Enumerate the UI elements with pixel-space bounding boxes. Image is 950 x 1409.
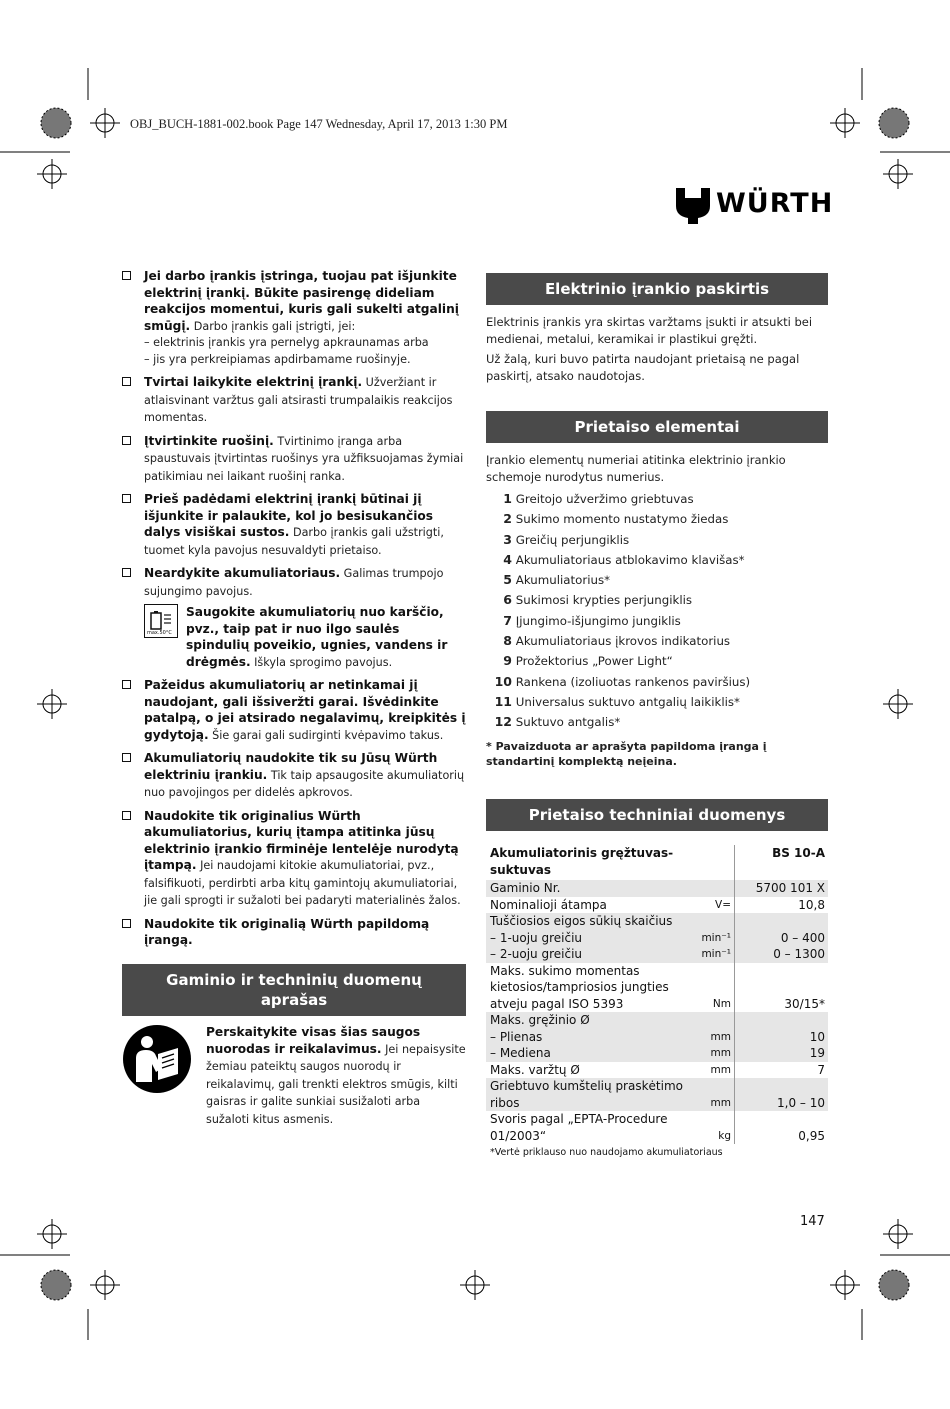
table-header-model: BS 10-A (735, 845, 829, 880)
tech-footnote: *Vertė priklauso nuo naudojamo akumuliatoriaus (490, 1147, 723, 1158)
item-number: 11 (494, 693, 512, 709)
left-column (122, 268, 466, 956)
table-row (486, 1012, 828, 1029)
item-number: 5 (503, 572, 512, 588)
row-label: – 1-uoju greičiu (486, 930, 687, 947)
item-text: Suktuvo antgalis* (515, 715, 621, 730)
row-unit: V= (715, 898, 731, 911)
section-title-text: Prietaiso techniniai duomenys (528, 806, 786, 824)
row-label: – Mediena (486, 1045, 687, 1062)
item-text: Akumuliatorius* (515, 573, 611, 588)
safety-item (122, 491, 466, 559)
print-header: OBJ_BUCH-1881-002.book Page 147 Wednesday, April 17, 2013 1:30 PM (130, 117, 508, 131)
row-unit (687, 913, 735, 930)
item-text: Greitojo užveržimo griebtuvas (515, 492, 694, 506)
wurth-logo-mark (676, 188, 710, 224)
list-item (486, 570, 828, 590)
list-item (486, 672, 828, 692)
row-label: Maks. gręžinio Ø (486, 1012, 687, 1029)
item-number: 9 (503, 653, 512, 669)
safety-item-bold: Neardykite akumuliatoriaus. (144, 566, 341, 580)
row-value: 30/15* (735, 963, 829, 1013)
safety-item-bold: Įtvirtinkite ruošinį. (144, 433, 274, 448)
heat-icon-label: max.50°C (147, 630, 172, 636)
item-number: 10 (494, 673, 512, 689)
table-row (486, 897, 828, 914)
table-header-row (486, 845, 828, 880)
list-item (486, 611, 828, 631)
table-row (486, 1078, 828, 1111)
row-value: 19 (735, 1045, 829, 1062)
list-item (486, 692, 828, 712)
row-value: 0 – 400 (735, 930, 829, 947)
table-row (486, 946, 828, 963)
registration-mark-r3 (883, 1219, 913, 1249)
registration-mark-bl (90, 1270, 120, 1300)
row-value: 7 (735, 1062, 829, 1079)
row-unit: Nm (712, 997, 731, 1010)
safety-item (122, 808, 466, 910)
registration-mark-bc (460, 1270, 490, 1300)
safety-item (122, 433, 466, 486)
list-item (486, 590, 828, 610)
row-unit (687, 880, 735, 897)
safety-item-text: Jei naudojami kitokie akumuliatoriai, pvz., falsifikuoti, perdirbti arba kitų gamintojų akumuliatoriai, jie gali sprogti ir sužaloti bei padaryti materialinės žalos. (144, 859, 461, 907)
table-row (486, 1045, 828, 1062)
row-value: 0,95 (735, 1111, 829, 1144)
elements-intro: Įrankio elementų numeriai atitinka elektrinio įrankio schemoje nurodytus numerius. (486, 453, 786, 484)
safety-item-bold: Pažeidus akumuliatorių ar netinkamai jį naudojant, gali išsiveržti garai. Išvėdinkite patalpą, o jei atsirado negalavimų, kreipkitės į gydytoją. (144, 678, 466, 742)
heat-warning-bold: Saugokite akumuliatorių nuo karščio, pvz., taip pat ir nuo ilgo saulės spindulių poveikio, ugnies, vandens ir drėgmės. (186, 605, 448, 669)
purpose-paragraph: Elektrinis įrankis yra skirtas varžtams įsukti ir atsukti bei medienai, metalui, keramikai ir plastikui gręžti. (486, 315, 813, 346)
item-number: 8 (503, 633, 512, 649)
table-header-label: Akumuliatorinis gręžtuvas-suktuvas (490, 846, 674, 877)
safety-item-text: Tvirtinimo įranga arba spaustuvais įtvirtintas ruošinys yra užfiksuojamas žymiai patikimiau nei laikant ruošinį ranka. (144, 434, 464, 483)
registration-mark-tl (90, 108, 120, 138)
safety-item-bold: Akumuliatorių naudokite tik su Jūsų Würth elektriniu įrankiu. (144, 751, 438, 782)
checkbox-bullet-icon (122, 753, 131, 762)
row-unit (687, 1012, 735, 1029)
section-title-text: Prietaiso elementai (574, 418, 740, 436)
list-item (486, 631, 828, 651)
item-text: Akumuliatoriaus įkrovos indikatorius (515, 634, 731, 649)
row-label: – 2-uoju greičiu (486, 946, 687, 963)
table-row (486, 880, 828, 897)
checkbox-bullet-icon (122, 568, 131, 577)
row-value: 1,0 – 10 (735, 1078, 829, 1111)
item-text: Akumuliatoriaus atblokavimo klavišas* (515, 552, 745, 567)
item-number: 12 (494, 714, 512, 730)
table-row (486, 1062, 828, 1079)
section-title-text: Gaminio ir techninių duomenų aprašas (166, 971, 422, 1009)
row-unit: mm (687, 1078, 735, 1111)
checkbox-bullet-icon (122, 680, 131, 689)
list-item (486, 550, 828, 570)
safety-subitem: – jis yra perkreipiamas apdirbamame ruošinyje. (144, 352, 411, 366)
safety-subitem: – elektrinis įrankis yra pernelyg apkraunamas arba (144, 336, 429, 349)
list-item (486, 509, 828, 529)
list-item (486, 489, 828, 509)
read-notice-bold: Perskaitykite visas šias saugos nuorodas ir reikalavimus. (206, 1025, 421, 1056)
registration-mark-r2 (883, 689, 913, 719)
wurth-logo-text: WÜRTH (716, 188, 834, 219)
read-instructions-notice (122, 1024, 466, 1128)
table-row (486, 1029, 828, 1046)
table-row (486, 913, 828, 930)
safety-item (122, 374, 466, 427)
item-number: 6 (503, 592, 512, 608)
list-item (486, 651, 828, 671)
purpose-text (486, 314, 828, 384)
starburst-mark-br (879, 1270, 909, 1300)
item-text: Rankena (izoliuotas rankenos paviršius) (515, 674, 751, 689)
table-row (486, 963, 828, 1013)
registration-mark-br (830, 1270, 860, 1300)
checkbox-bullet-icon (122, 494, 131, 503)
table-row (486, 930, 828, 947)
item-text: Greičių perjungiklis (515, 532, 630, 547)
registration-mark-r1 (883, 159, 913, 189)
item-number: 7 (503, 612, 512, 628)
safety-item-text: Darbo įrankis gali įstrigti, jei: (190, 319, 356, 333)
item-number: 1 (503, 491, 512, 506)
row-label: Maks. varžtų Ø (490, 1062, 580, 1077)
item-number: 4 (503, 551, 512, 567)
item-text: Universalus suktuvo antgalių laikiklis* (515, 694, 740, 709)
row-value (735, 1012, 829, 1029)
item-text: Sukimo momento nustatymo žiedas (515, 512, 729, 527)
row-value: 5700 101 X (735, 880, 829, 897)
safety-item-text: Galimas trumpojo sujungimo pavojus. (144, 567, 444, 598)
row-value (735, 913, 829, 930)
safety-item-bold: Tvirtai laikykite elektrinį įrankį. (144, 375, 363, 389)
safety-item-text: Užveržiant ir atlaisvinant varžtus gali atsirasti trumpalaikis reakcijos momentas. (144, 376, 453, 424)
registration-mark-tr (830, 108, 860, 138)
battery-heat-warning-icon (144, 604, 178, 638)
starburst-mark-tr (879, 108, 909, 138)
section-title-tech-data (486, 799, 828, 831)
section-title-product-description (122, 964, 466, 1016)
row-unit: min⁻¹ (687, 930, 735, 947)
heat-warning-text: Iškyla sprogimo pavojus. (250, 655, 393, 669)
wurth-logo (676, 186, 832, 226)
list-item (486, 530, 828, 550)
elements-section (486, 452, 828, 769)
checkbox-bullet-icon (122, 811, 131, 820)
safety-item-text: Darbo įrankis gali užstrigti, tuomet kyla pavojus nesuvaldyti prietaiso. (144, 526, 444, 557)
row-label: Nominalioji átampa (490, 897, 607, 912)
row-label: – Plienas (486, 1029, 687, 1046)
registration-mark-l2 (37, 689, 67, 719)
item-text: Įjungimo-išjungimo jungiklis (515, 613, 681, 628)
checkbox-bullet-icon (122, 377, 131, 386)
starburst-mark-bl (41, 1270, 71, 1300)
safety-item (122, 916, 466, 950)
row-value: 10 (735, 1029, 829, 1046)
safety-item (122, 677, 466, 744)
registration-mark-l1 (37, 159, 67, 189)
table-row (486, 1111, 828, 1144)
item-number: 3 (503, 531, 512, 547)
safety-item-bold: Jei darbo įrankis įstringa, tuojau pat išjunkite elektrinį įrankį. Būkite pasirengę dideliam reakcijos momentui, kuris gali sukelti atgalinį smūgį. (144, 269, 459, 333)
checkbox-bullet-icon (122, 271, 131, 280)
registration-mark-l3 (37, 1219, 67, 1249)
safety-item-bold: Prieš padėdami elektrinį įrankį būtinai jį išjunkite ir palaukite, kol jo besisukančios dalys visiškai sustos. (144, 492, 434, 539)
section-title-text: Elektrinio įrankio paskirtis (544, 280, 770, 298)
safety-item (122, 750, 466, 802)
purpose-paragraph: Už žalą, kuri buvo patirta naudojant prietaisą ne pagal paskirtį, atsako naudotojas. (486, 352, 800, 383)
read-manual-icon (122, 1024, 192, 1094)
row-unit: mm (687, 1029, 735, 1046)
row-value: 0 – 1300 (735, 946, 829, 963)
checkbox-bullet-icon (122, 919, 131, 928)
row-label: Maks. sukimo momentas kietosios/tampriosios jungties atveju pagal ISO 5393 (490, 963, 669, 1011)
elements-footnote: * Pavaizduota ar aprašyta papildoma įranga į standartinį komplektą neįeina. (486, 739, 767, 768)
safety-item-text: Tik taip apsaugosite akumuliatorių nuo pavojingos per didelės apkrovos. (144, 768, 465, 799)
row-unit: kg (718, 1129, 731, 1142)
safety-item-bold: Naudokite tik originalią Würth papildomą įrangą. (144, 916, 430, 947)
row-label: Tuščiosios eigos sūkių skaičius (486, 913, 687, 930)
elements-list (486, 489, 828, 733)
safety-item (122, 565, 466, 600)
row-value: 10,8 (735, 897, 829, 914)
row-label: Gaminio Nr. (486, 880, 687, 897)
checkbox-bullet-icon (122, 436, 131, 445)
safety-item-bold: Naudokite tik originalius Würth akumuliatorius, kurių įtampa atitinka jūsų elektrinio įrankio firminėje lentelėje nurodytą įtampą. (144, 808, 459, 872)
item-text: Sukimosi krypties perjungiklis (515, 593, 693, 608)
safety-item-text: Šie garai gali sudirginti kvėpavimo takus. (208, 728, 444, 742)
list-item (486, 712, 828, 732)
heat-warning (144, 604, 466, 671)
row-label: Griebtuvo kumštelių praskėtimo ribos (486, 1078, 687, 1111)
tech-data-table-wrap (486, 845, 828, 1158)
tech-data-table (486, 845, 828, 1144)
item-number: 2 (503, 511, 512, 527)
row-unit: mm (687, 1045, 735, 1062)
row-unit: mm (710, 1063, 731, 1076)
row-label: Svoris pagal „EPTA-Procedure 01/2003“ (490, 1112, 668, 1143)
page-number: 147 (800, 1214, 825, 1229)
item-text: Prožektorius „Power Light“ (515, 654, 673, 669)
read-notice-text: Jei nepaisysite žemiau pateiktų saugos nuorodų ir reikalavimų, gali trenkti elektros smūgis, kilti gaisras ir galite sunkiai susižaloti arba sužaloti kitus asmenis. (206, 1042, 466, 1126)
row-unit: min⁻¹ (687, 946, 735, 963)
section-title-elements (486, 411, 828, 443)
section-title-purpose (486, 273, 828, 305)
starburst-mark-tl (41, 108, 71, 138)
safety-item (122, 268, 466, 368)
